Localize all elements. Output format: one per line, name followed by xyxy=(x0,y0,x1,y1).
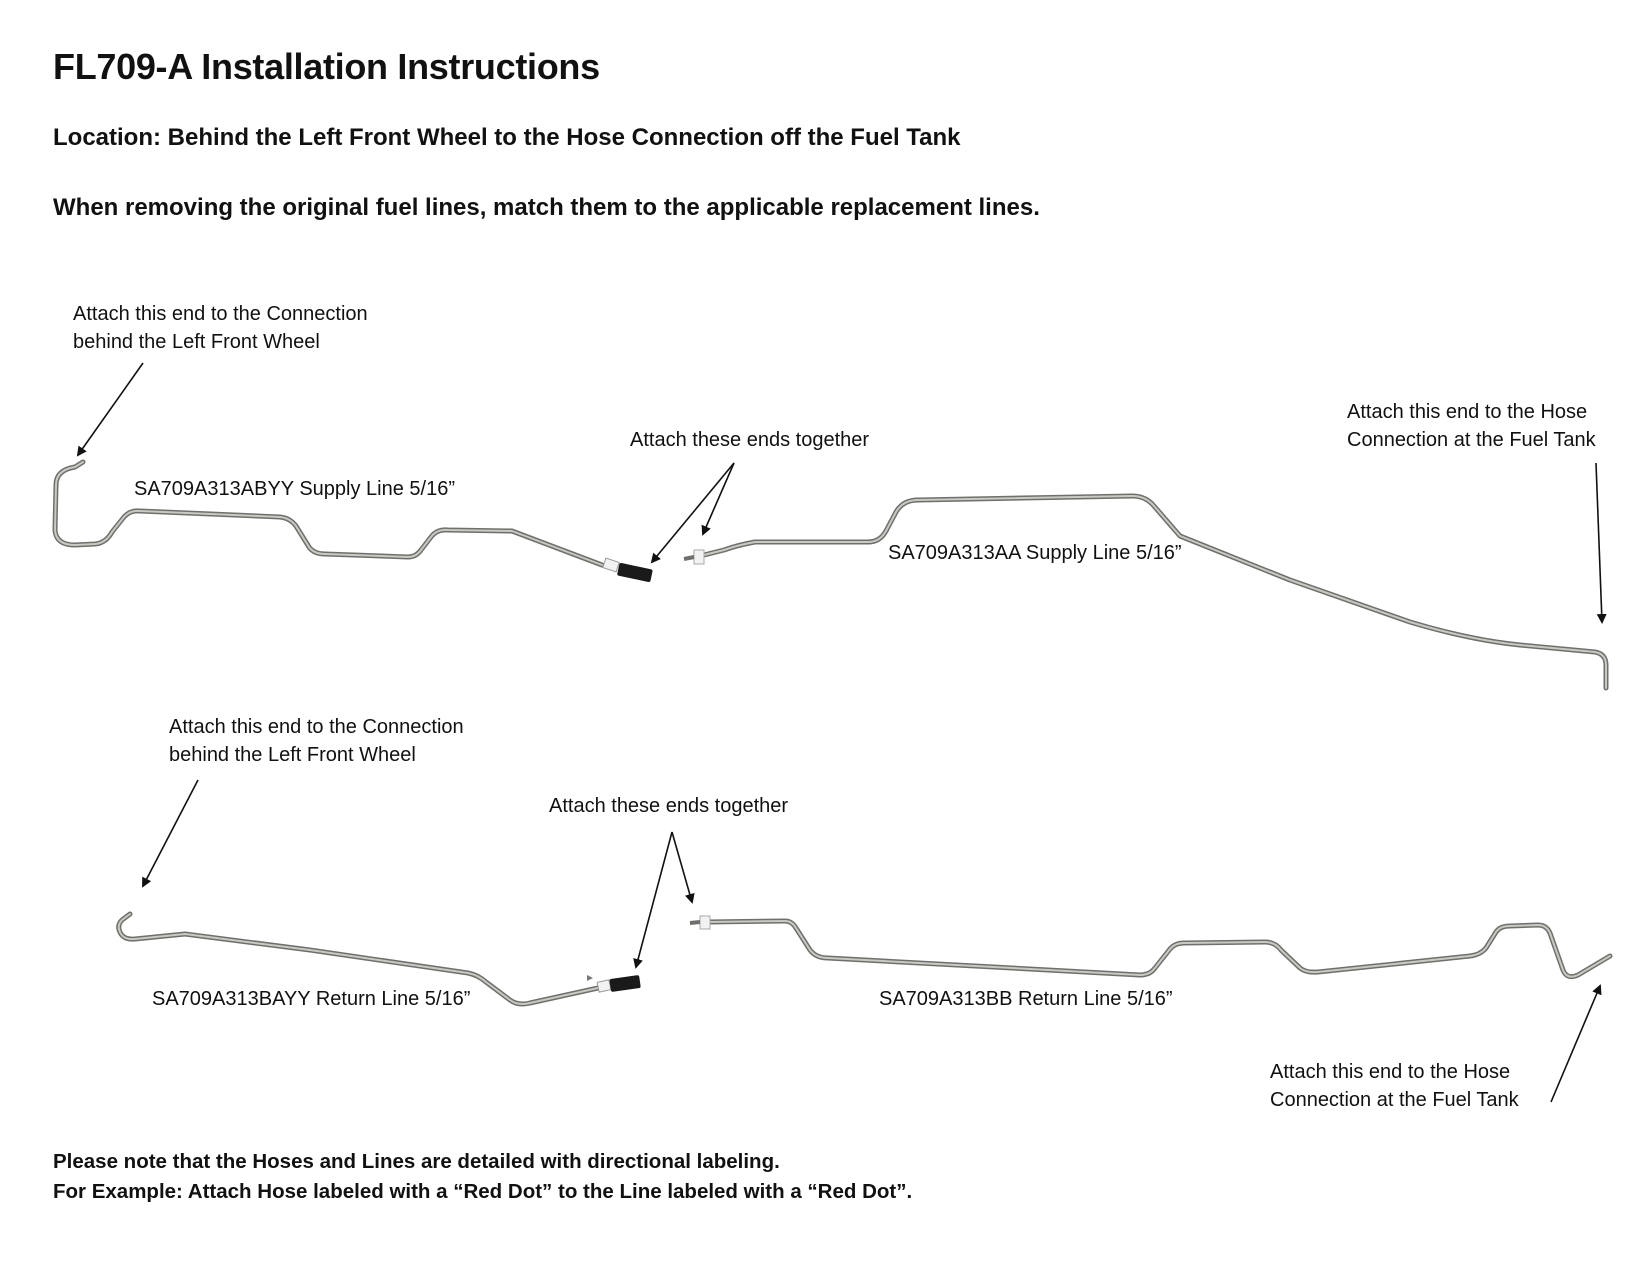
supply-tank-callout-line2: Connection at the Fuel Tank xyxy=(1347,429,1596,451)
location-heading: Location: Behind the Left Front Wheel to the Hose Connection off the Fuel Tank xyxy=(53,124,961,151)
supply-front-callout-line1: Attach this end to the Connection xyxy=(73,303,368,325)
return-join-arrow-right xyxy=(672,832,692,902)
return-front-arrow xyxy=(143,780,198,886)
supply-front-callout-line2: behind the Left Front Wheel xyxy=(73,331,320,353)
supply-tank-callout-line1: Attach this end to the Hose xyxy=(1347,401,1588,423)
return-join-arrow-left xyxy=(636,832,672,967)
supply-tank-arrow xyxy=(1596,463,1602,622)
supply-join-arrow-right xyxy=(703,463,734,534)
return-front-callout-line1: Attach this end to the Connection xyxy=(169,716,464,738)
return-rear-part-label: SA709A313BB Return Line 5/16” xyxy=(879,988,1173,1010)
return-front-part-label: SA709A313BAYY Return Line 5/16” xyxy=(152,988,471,1010)
supply-tank-callout xyxy=(1347,398,1596,454)
supply-front-arrow xyxy=(78,363,143,455)
return-front-callout xyxy=(169,713,464,769)
return-rear-line xyxy=(690,916,1610,977)
supply-join-callout: Attach these ends together xyxy=(630,429,870,451)
return-tank-arrow xyxy=(1551,986,1600,1102)
supply-rear-line xyxy=(684,496,1606,688)
supply-front-callout xyxy=(73,300,368,356)
note-line-1: Please note that the Hoses and Lines are detailed with directional labeling. xyxy=(53,1150,780,1173)
note-line-2: For Example: Attach Hose labeled with a “Red Dot” to the Line labeled with a “Red Dot”. xyxy=(53,1180,913,1203)
return-front-callout-line2: behind the Left Front Wheel xyxy=(169,744,416,766)
return-join-callout: Attach these ends together xyxy=(549,795,789,817)
page-title: FL709-A Installation Instructions xyxy=(53,46,600,87)
supply-front-part-label: SA709A313ABYY Supply Line 5/16” xyxy=(134,478,455,500)
supply-rear-part-label: SA709A313AA Supply Line 5/16” xyxy=(888,542,1182,564)
return-tank-callout-line2: Connection at the Fuel Tank xyxy=(1270,1089,1519,1111)
supply-hose-clip xyxy=(603,558,653,582)
return-tank-callout-line1: Attach this end to the Hose xyxy=(1270,1061,1511,1083)
return-tank-callout xyxy=(1270,1058,1519,1114)
instruction-heading: When removing the original fuel lines, match them to the applicable replacement lines. xyxy=(53,194,1040,221)
supply-join-arrow-left xyxy=(652,463,734,562)
